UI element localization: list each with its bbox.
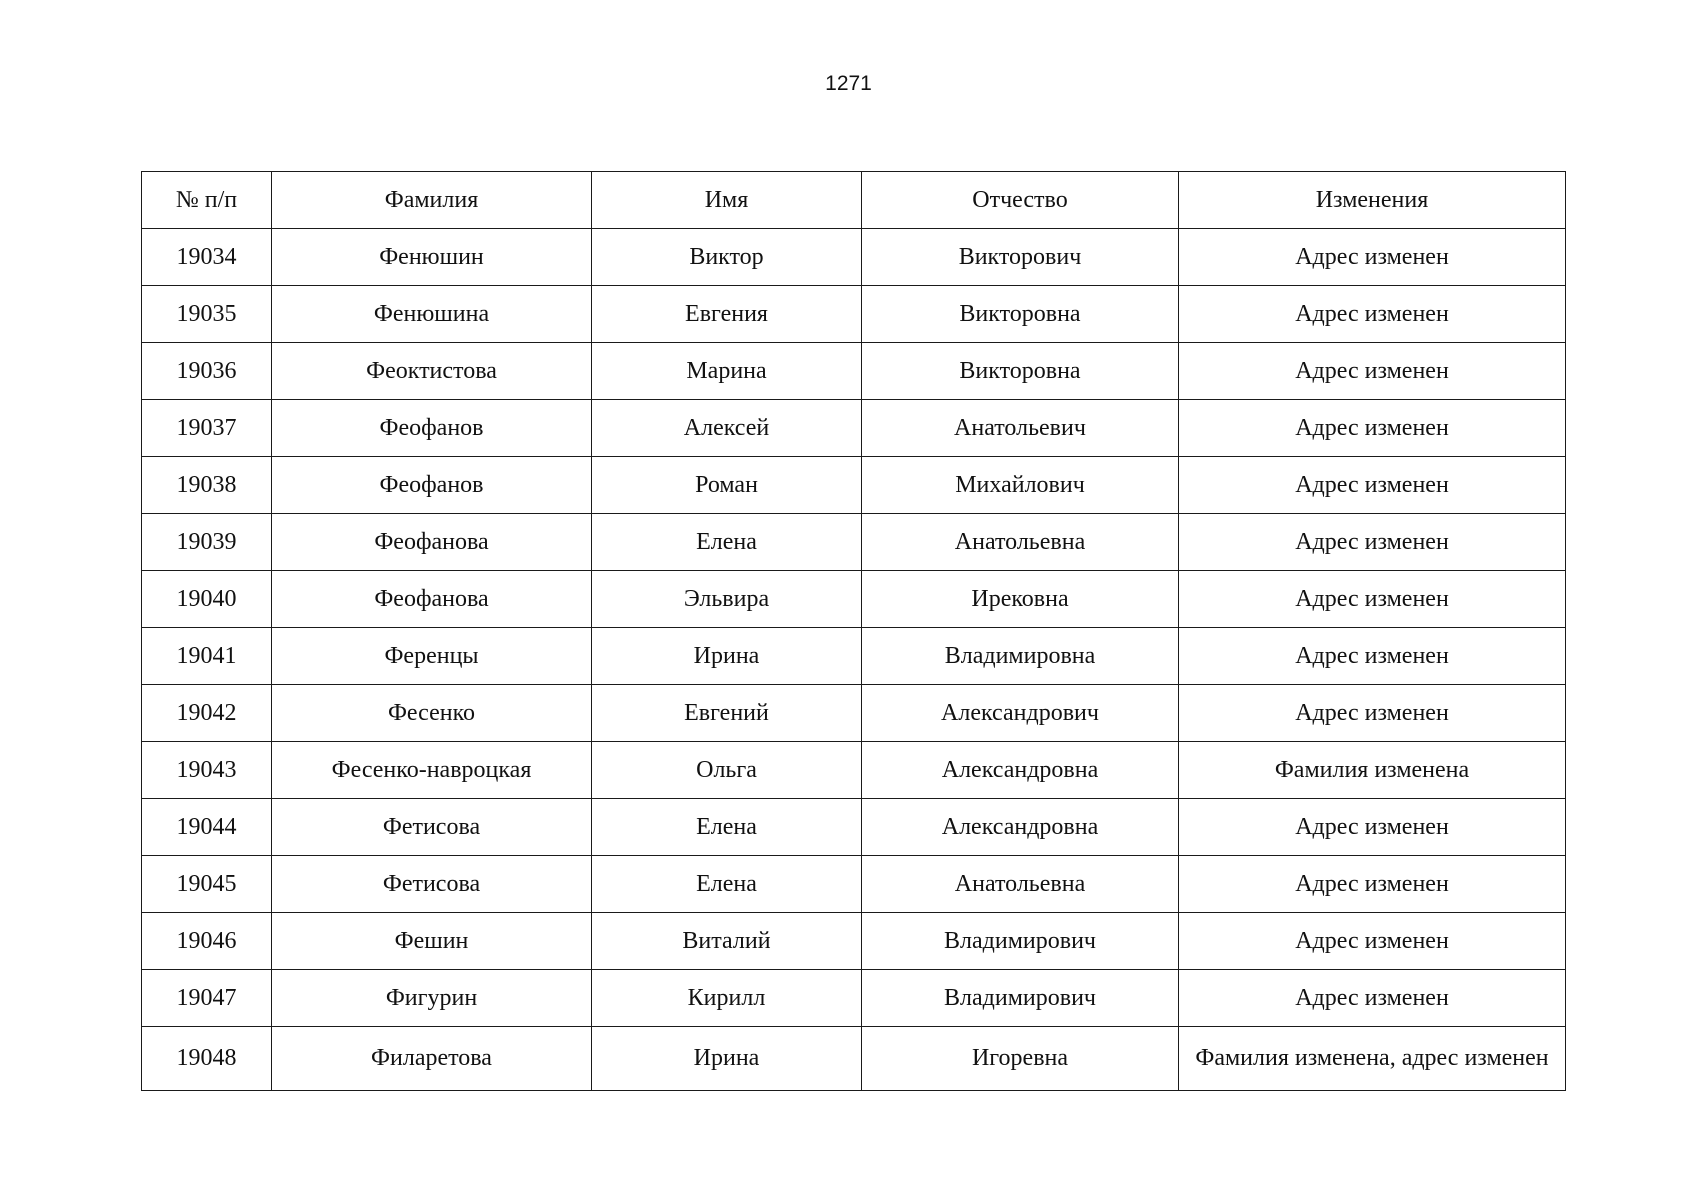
cell-last-name: Фетисова <box>272 856 592 913</box>
cell-first-name: Елена <box>592 799 862 856</box>
cell-changes: Адрес изменен <box>1179 229 1566 286</box>
cell-first-name: Кирилл <box>592 970 862 1027</box>
table-row <box>142 913 1566 970</box>
table-row <box>142 970 1566 1027</box>
cell-last-name: Фешин <box>272 913 592 970</box>
cell-patronymic: Викторовна <box>862 343 1179 400</box>
cell-patronymic: Анатольевна <box>862 856 1179 913</box>
cell-patronymic: Михайлович <box>862 457 1179 514</box>
cell-first-name: Елена <box>592 856 862 913</box>
cell-number: 19046 <box>142 913 272 970</box>
table-row <box>142 799 1566 856</box>
cell-last-name: Ференцы <box>272 628 592 685</box>
cell-number: 19035 <box>142 286 272 343</box>
cell-patronymic: Владимировна <box>862 628 1179 685</box>
cell-patronymic: Александрович <box>862 685 1179 742</box>
cell-first-name: Эльвира <box>592 571 862 628</box>
cell-changes: Адрес изменен <box>1179 457 1566 514</box>
cell-first-name: Евгения <box>592 286 862 343</box>
cell-number: 19038 <box>142 457 272 514</box>
cell-first-name: Евгений <box>592 685 862 742</box>
cell-patronymic: Викторовна <box>862 286 1179 343</box>
cell-number: 19044 <box>142 799 272 856</box>
table-row <box>142 628 1566 685</box>
cell-changes: Адрес изменен <box>1179 685 1566 742</box>
cell-first-name: Ирина <box>592 1027 862 1091</box>
header-last-name: Фамилия <box>272 172 592 229</box>
cell-patronymic: Анатольевич <box>862 400 1179 457</box>
table-header <box>142 172 1566 229</box>
header-row <box>142 172 1566 229</box>
cell-first-name: Ольга <box>592 742 862 799</box>
cell-changes: Адрес изменен <box>1179 856 1566 913</box>
cell-number: 19039 <box>142 514 272 571</box>
cell-number: 19042 <box>142 685 272 742</box>
cell-first-name: Виталий <box>592 913 862 970</box>
cell-changes: Адрес изменен <box>1179 571 1566 628</box>
table-row <box>142 742 1566 799</box>
cell-last-name: Фесенко-навроцкая <box>272 742 592 799</box>
cell-first-name: Марина <box>592 343 862 400</box>
cell-patronymic: Анатольевна <box>862 514 1179 571</box>
cell-changes: Адрес изменен <box>1179 970 1566 1027</box>
cell-number: 19047 <box>142 970 272 1027</box>
header-number: № п/п <box>142 172 272 229</box>
cell-changes: Адрес изменен <box>1179 400 1566 457</box>
cell-number: 19045 <box>142 856 272 913</box>
cell-number: 19043 <box>142 742 272 799</box>
cell-changes: Адрес изменен <box>1179 514 1566 571</box>
cell-first-name: Елена <box>592 514 862 571</box>
table-row <box>142 229 1566 286</box>
table-row <box>142 571 1566 628</box>
cell-patronymic: Викторович <box>862 229 1179 286</box>
cell-patronymic: Александровна <box>862 742 1179 799</box>
header-first-name: Имя <box>592 172 862 229</box>
cell-patronymic: Александровна <box>862 799 1179 856</box>
cell-changes: Адрес изменен <box>1179 799 1566 856</box>
cell-changes: Адрес изменен <box>1179 913 1566 970</box>
cell-first-name: Виктор <box>592 229 862 286</box>
table-body <box>142 229 1566 1091</box>
page-number: 1271 <box>825 72 872 95</box>
cell-number: 19034 <box>142 229 272 286</box>
cell-number: 19041 <box>142 628 272 685</box>
cell-changes: Адрес изменен <box>1179 286 1566 343</box>
header-patronymic: Отчество <box>862 172 1179 229</box>
cell-number: 19037 <box>142 400 272 457</box>
cell-last-name: Фетисова <box>272 799 592 856</box>
cell-last-name: Фесенко <box>272 685 592 742</box>
table-row <box>142 343 1566 400</box>
cell-number: 19048 <box>142 1027 272 1091</box>
table-row <box>142 457 1566 514</box>
cell-last-name: Феофанов <box>272 400 592 457</box>
table-row <box>142 856 1566 913</box>
cell-last-name: Феоктистова <box>272 343 592 400</box>
table-row <box>142 685 1566 742</box>
table-row <box>142 514 1566 571</box>
cell-last-name: Феофанова <box>272 571 592 628</box>
table-row <box>142 400 1566 457</box>
cell-changes: Фамилия изменена <box>1179 742 1566 799</box>
cell-last-name: Феофанов <box>272 457 592 514</box>
cell-patronymic: Владимирович <box>862 970 1179 1027</box>
cell-changes: Фамилия изменена, адрес изменен <box>1179 1027 1566 1091</box>
cell-last-name: Фенюшин <box>272 229 592 286</box>
cell-last-name: Феофанова <box>272 514 592 571</box>
cell-patronymic: Владимирович <box>862 913 1179 970</box>
cell-first-name: Роман <box>592 457 862 514</box>
registry-table <box>141 171 1566 1091</box>
table-row <box>142 1027 1566 1091</box>
cell-first-name: Алексей <box>592 400 862 457</box>
cell-last-name: Фенюшина <box>272 286 592 343</box>
cell-changes: Адрес изменен <box>1179 628 1566 685</box>
header-changes: Изменения <box>1179 172 1566 229</box>
cell-first-name: Ирина <box>592 628 862 685</box>
cell-patronymic: Ирековна <box>862 571 1179 628</box>
cell-last-name: Фигурин <box>272 970 592 1027</box>
table-row <box>142 286 1566 343</box>
cell-patronymic: Игоревна <box>862 1027 1179 1091</box>
cell-changes: Адрес изменен <box>1179 343 1566 400</box>
cell-last-name: Филаретова <box>272 1027 592 1091</box>
cell-number: 19036 <box>142 343 272 400</box>
cell-number: 19040 <box>142 571 272 628</box>
